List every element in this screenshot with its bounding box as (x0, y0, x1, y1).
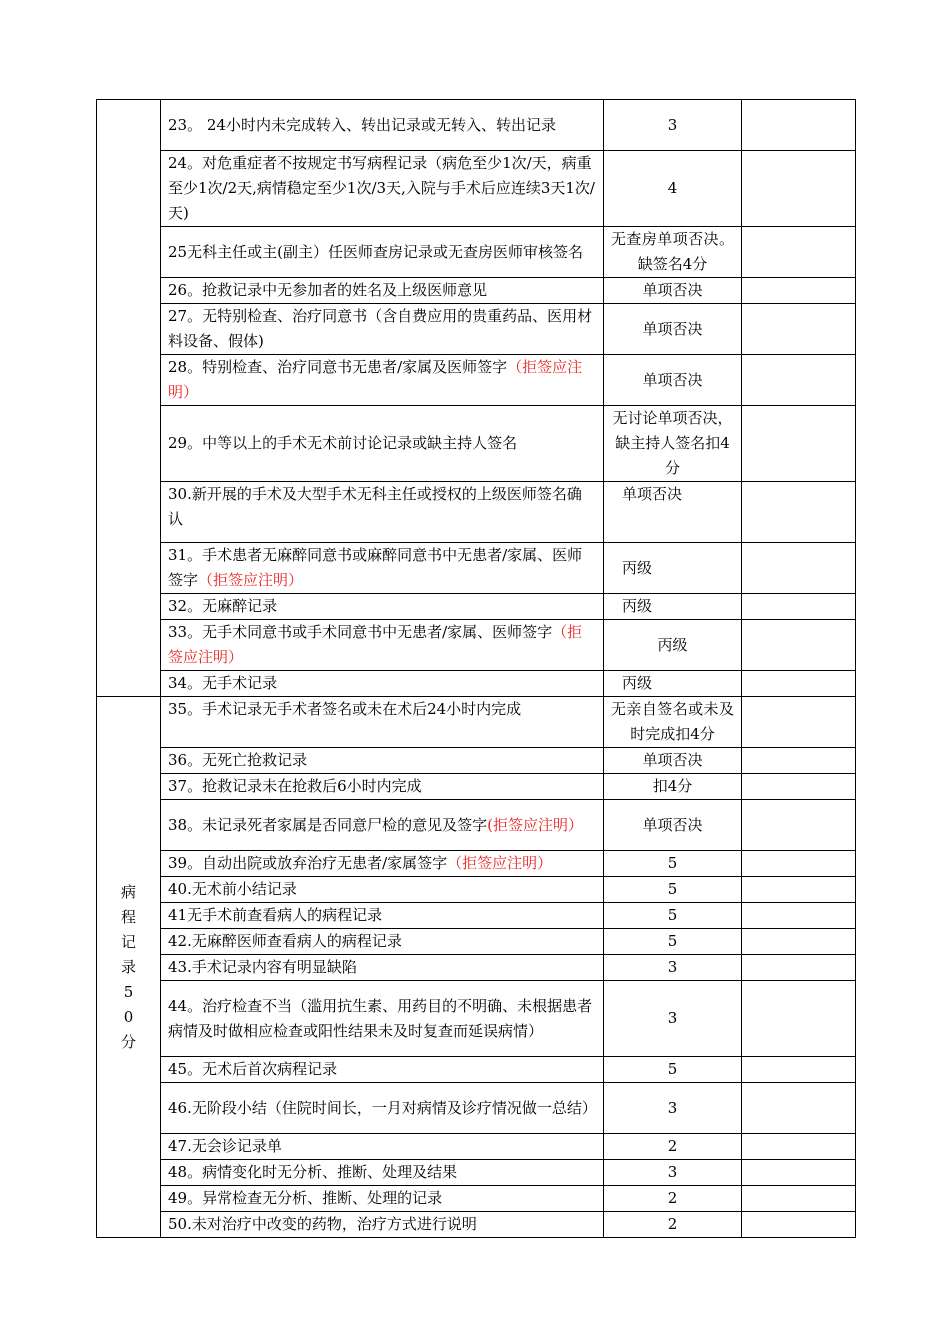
deduction-cell: 4 (604, 151, 742, 227)
deduction-cell: 无查房单项否决。缺签名4分 (604, 227, 742, 278)
item-text: 45。无术后首次病程记录 (161, 1057, 604, 1083)
deduction-cell: 单项否决 (604, 355, 742, 406)
item-text: 24。对危重症者不按规定书写病程记录（病危至少1次/天，病重至少1次/2天,病情稳定至少1次/3天,入院与手术后应连续3天1次/天) (161, 151, 604, 227)
blank-cell (742, 851, 856, 877)
item-text: 26。抢救记录中无参加者的姓名及上级医师意见 (161, 278, 604, 304)
table-row (97, 278, 856, 304)
item-text: 48。病情变化时无分析、推断、处理及结果 (161, 1160, 604, 1186)
deduction-cell: 丙级 (604, 620, 742, 671)
deduction-cell: 5 (604, 851, 742, 877)
item-text: 38。未记录死者家属是否同意尸检的意见及签字(拒签应注明） (161, 800, 604, 851)
item-text: 42.无麻醉医师查看病人的病程记录 (161, 929, 604, 955)
table-row (97, 981, 856, 1057)
table-row (97, 800, 856, 851)
item-text: 32。无麻醉记录 (161, 594, 604, 620)
table-row (97, 1134, 856, 1160)
blank-cell (742, 1134, 856, 1160)
deduction-cell: 3 (604, 100, 742, 151)
blank-cell (742, 1057, 856, 1083)
blank-cell (742, 748, 856, 774)
blank-cell (742, 1160, 856, 1186)
item-text: 43.手术记录内容有明显缺陷 (161, 955, 604, 981)
item-text: 29。中等以上的手术无术前讨论记录或缺主持人签名 (161, 406, 604, 482)
item-text: 44。治疗检查不当（滥用抗生素、用药目的不明确、未根据患者病情及时做相应检查或阳性结果未及时复查而延误病情） (161, 981, 604, 1057)
blank-cell (742, 877, 856, 903)
table-row (97, 304, 856, 355)
item-text: 46.无阶段小结（住院时间长，一月对病情及诊疗情况做一总结） (161, 1083, 604, 1134)
table-row (97, 851, 856, 877)
category-cell (97, 697, 161, 1238)
item-text: 47.无会诊记录单 (161, 1134, 604, 1160)
deduction-cell: 扣4分 (604, 774, 742, 800)
table-row (97, 748, 856, 774)
item-text: 36。无死亡抢救记录 (161, 748, 604, 774)
table-row (97, 1057, 856, 1083)
deduction-cell: 丙级 (604, 543, 742, 594)
blank-cell (742, 100, 856, 151)
blank-cell (742, 981, 856, 1057)
deduction-cell: 3 (604, 955, 742, 981)
table-row (97, 482, 856, 543)
deduction-cell: 5 (604, 929, 742, 955)
table-row (97, 543, 856, 594)
blank-cell (742, 304, 856, 355)
deduction-cell: 单项否决 (604, 304, 742, 355)
deduction-cell: 无讨论单项否决，缺主持人签名扣4分 (604, 406, 742, 482)
blank-cell (742, 355, 856, 406)
category-label: 病 程 记 录 50 分 (120, 882, 136, 1051)
table-row (97, 877, 856, 903)
item-text: 41无手术前查看病人的病程记录 (161, 903, 604, 929)
deduction-cell: 5 (604, 1057, 742, 1083)
item-text: 27。无特别检查、治疗同意书（含自费应用的贵重药品、医用材料设备、假体) (161, 304, 604, 355)
deduction-cell: 单项否决 (604, 800, 742, 851)
item-text: 34。无手术记录 (161, 671, 604, 697)
blank-cell (742, 697, 856, 748)
blank-cell (742, 1186, 856, 1212)
item-text: 37。抢救记录未在抢救后6小时内完成 (161, 774, 604, 800)
deduction-cell: 单项否决 (604, 278, 742, 304)
item-text: 23。 24小时内未完成转入、转出记录或无转入、转出记录 (161, 100, 604, 151)
blank-cell (742, 482, 856, 543)
deduction-cell: 3 (604, 1083, 742, 1134)
table-row (97, 1186, 856, 1212)
item-text: 33。无手术同意书或手术同意书中无患者/家属、医师签字（拒签应注明） (161, 620, 604, 671)
blank-cell (742, 1083, 856, 1134)
table-row (97, 227, 856, 278)
table-row (97, 1212, 856, 1238)
deduction-cell: 丙级 (604, 671, 742, 697)
blank-cell (742, 929, 856, 955)
item-text: 50.未对治疗中改变的药物，治疗方式进行说明 (161, 1212, 604, 1238)
item-text: 49。异常检查无分析、推断、处理的记录 (161, 1186, 604, 1212)
item-text: 30.新开展的手术及大型手术无科主任或授权的上级医师签名确认 (161, 482, 604, 543)
table-row (97, 671, 856, 697)
table-row (97, 620, 856, 671)
table-row (97, 151, 856, 227)
blank-cell (742, 955, 856, 981)
blank-cell (742, 151, 856, 227)
table-row (97, 355, 856, 406)
item-text: 35。手术记录无手术者签名或未在术后24小时内完成 (161, 697, 604, 748)
blank-cell (742, 406, 856, 482)
table-row (97, 100, 856, 151)
item-text: 28。特别检查、治疗同意书无患者/家属及医师签字（拒签应注明） (161, 355, 604, 406)
item-text: 39。自动出院或放弃治疗无患者/家属签字（拒签应注明） (161, 851, 604, 877)
deduction-cell: 无亲自签名或未及时完成扣4分 (604, 697, 742, 748)
table-row (97, 1083, 856, 1134)
blank-cell (742, 543, 856, 594)
deduction-cell: 2 (604, 1134, 742, 1160)
deduction-cell: 单项否决 (604, 482, 742, 543)
blank-cell (742, 774, 856, 800)
table-row (97, 697, 856, 748)
deduction-cell: 单项否决 (604, 748, 742, 774)
blank-cell (742, 671, 856, 697)
deduction-cell: 2 (604, 1186, 742, 1212)
deduction-cell: 5 (604, 903, 742, 929)
deduction-cell: 3 (604, 981, 742, 1057)
item-text: 40.无术前小结记录 (161, 877, 604, 903)
table-row (97, 955, 856, 981)
table-row (97, 903, 856, 929)
deduction-cell: 3 (604, 1160, 742, 1186)
table-row (97, 594, 856, 620)
blank-cell (742, 800, 856, 851)
category-cell-empty (97, 100, 161, 697)
deduction-cell: 丙级 (604, 594, 742, 620)
blank-cell (742, 278, 856, 304)
deduction-cell: 5 (604, 877, 742, 903)
scoring-table (96, 99, 856, 1238)
blank-cell (742, 227, 856, 278)
blank-cell (742, 903, 856, 929)
blank-cell (742, 1212, 856, 1238)
table-row (97, 774, 856, 800)
deduction-cell: 2 (604, 1212, 742, 1238)
blank-cell (742, 594, 856, 620)
item-text: 31。手术患者无麻醉同意书或麻醉同意书中无患者/家属、医师签字（拒签应注明） (161, 543, 604, 594)
table-row (97, 929, 856, 955)
table-row (97, 406, 856, 482)
item-text: 25无科主任或主(副主）任医师查房记录或无查房医师审核签名 (161, 227, 604, 278)
table-row (97, 1160, 856, 1186)
blank-cell (742, 620, 856, 671)
